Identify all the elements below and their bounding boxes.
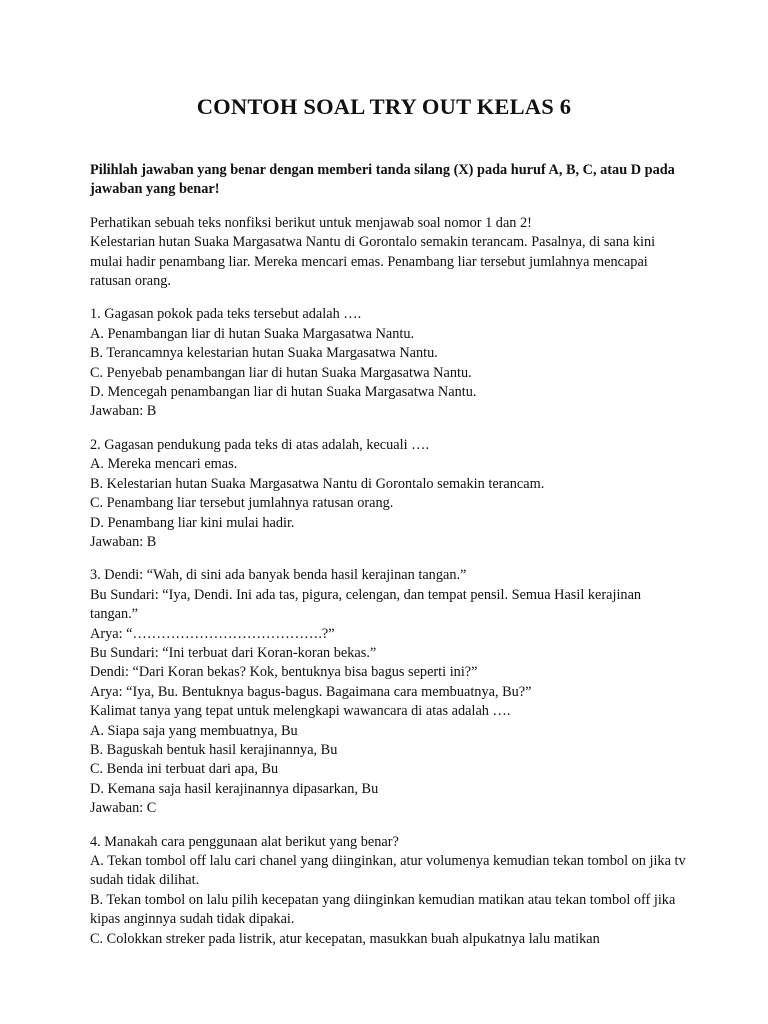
question-1 <box>90 305 690 421</box>
intro-passage: Kelestarian hutan Suaka Margasatwa Nantu di Gorontalo semakin terancam. Pasalnya, di sana kini mulai hadir penambang liar. Mereka mencari emas. Penambang liar tersebut jumlahnya mencapai ratusan orang. <box>90 234 656 290</box>
answer-text: Jawaban: B <box>90 533 157 550</box>
option-b: B. Kelestarian hutan Suaka Margasatwa Nantu di Gorontalo semakin terancam. <box>90 475 545 492</box>
answer-text: Jawaban: C <box>90 800 157 817</box>
question-text: 2. Gagasan pendukung pada teks di atas adalah, kecuali …. <box>90 436 430 453</box>
question-text: 1. Gagasan pokok pada teks tersebut adalah …. <box>90 306 362 323</box>
option-a: A. Tekan tombol off lalu cari chanel yang diinginkan, atur volumenya kemudian tekan tombol on jika tv sudah tidak dilihat. <box>90 853 686 889</box>
dialogue-line: 3. Dendi: “Wah, di sini ada banyak benda hasil kerajinan tangan.” <box>90 567 467 584</box>
option-d: D. Penambang liar kini mulai hadir. <box>90 514 295 531</box>
option-a: A. Penambangan liar di hutan Suaka Margasatwa Nantu. <box>90 325 415 342</box>
page-title: CONTOH SOAL TRY OUT KELAS 6 <box>196 94 572 119</box>
question-text: 4. Manakah cara penggunaan alat berikut yang benar? <box>90 833 399 850</box>
option-c: C. Penambang liar tersebut jumlahnya ratusan orang. <box>90 495 394 512</box>
option-b: B. Tekan tombol on lalu pilih kecepatan yang diinginkan kemudian matikan atau tekan tombol off jika kipas anginnya sudah tidak dipakai. <box>90 891 676 928</box>
dialogue-line: Bu Sundari: “Ini terbuat dari Koran-koran bekas.” <box>90 644 377 661</box>
option-c: C. Benda ini terbuat dari apa, Bu <box>90 761 279 778</box>
option-a: A. Mereka mencari emas. <box>90 456 238 473</box>
option-b: B. Baguskah bentuk hasil kerajinannya, Bu <box>90 741 338 758</box>
dialogue-line: Arya: “………………………………….?” <box>90 625 335 642</box>
dialogue-line: Arya: “Iya, Bu. Bentuknya bagus-bagus. Bagaimana cara membuatnya, Bu?” <box>90 683 532 700</box>
option-d: D. Kemana saja hasil kerajinannya dipasarkan, Bu <box>90 780 379 797</box>
question-3 <box>90 566 690 818</box>
option-b: B. Terancamnya kelestarian hutan Suaka Margasatwa Nantu. <box>90 345 438 362</box>
document-body <box>90 161 690 963</box>
option-a: A. Siapa saja yang membuatnya, Bu <box>90 722 298 739</box>
intro-section <box>90 214 690 292</box>
option-d: D. Mencegah penambangan liar di hutan Suaka Margasatwa Nantu. <box>90 384 477 401</box>
dialogue-line: Dendi: “Dari Koran bekas? Kok, bentuknya bisa bagus seperti ini?” <box>90 664 478 681</box>
instruction-text: Pilihlah jawaban yang benar dengan memberi tanda silang (X) pada huruf A, B, C, atau D pada jawaban yang benar! <box>90 162 675 198</box>
option-c: C. Colokkan streker pada listrik, atur kecepatan, masukkan buah alpukatnya lalu matikan <box>90 930 600 947</box>
dialogue-line: Bu Sundari: “Iya, Dendi. Ini ada tas, pigura, celengan, dan tempat pensil. Semua Hasil kerajinan tangan.” <box>90 586 642 623</box>
question-text: Kalimat tanya yang tepat untuk melengkapi wawancara di atas adalah …. <box>90 703 511 720</box>
intro-line: Perhatikan sebuah teks nonfiksi berikut untuk menjawab soal nomor 1 dan 2! <box>90 214 532 231</box>
question-4 <box>90 833 690 949</box>
option-c: C. Penyebab penambangan liar di hutan Suaka Margasatwa Nantu. <box>90 364 472 381</box>
answer-text: Jawaban: B <box>90 403 157 420</box>
question-2 <box>90 436 690 552</box>
